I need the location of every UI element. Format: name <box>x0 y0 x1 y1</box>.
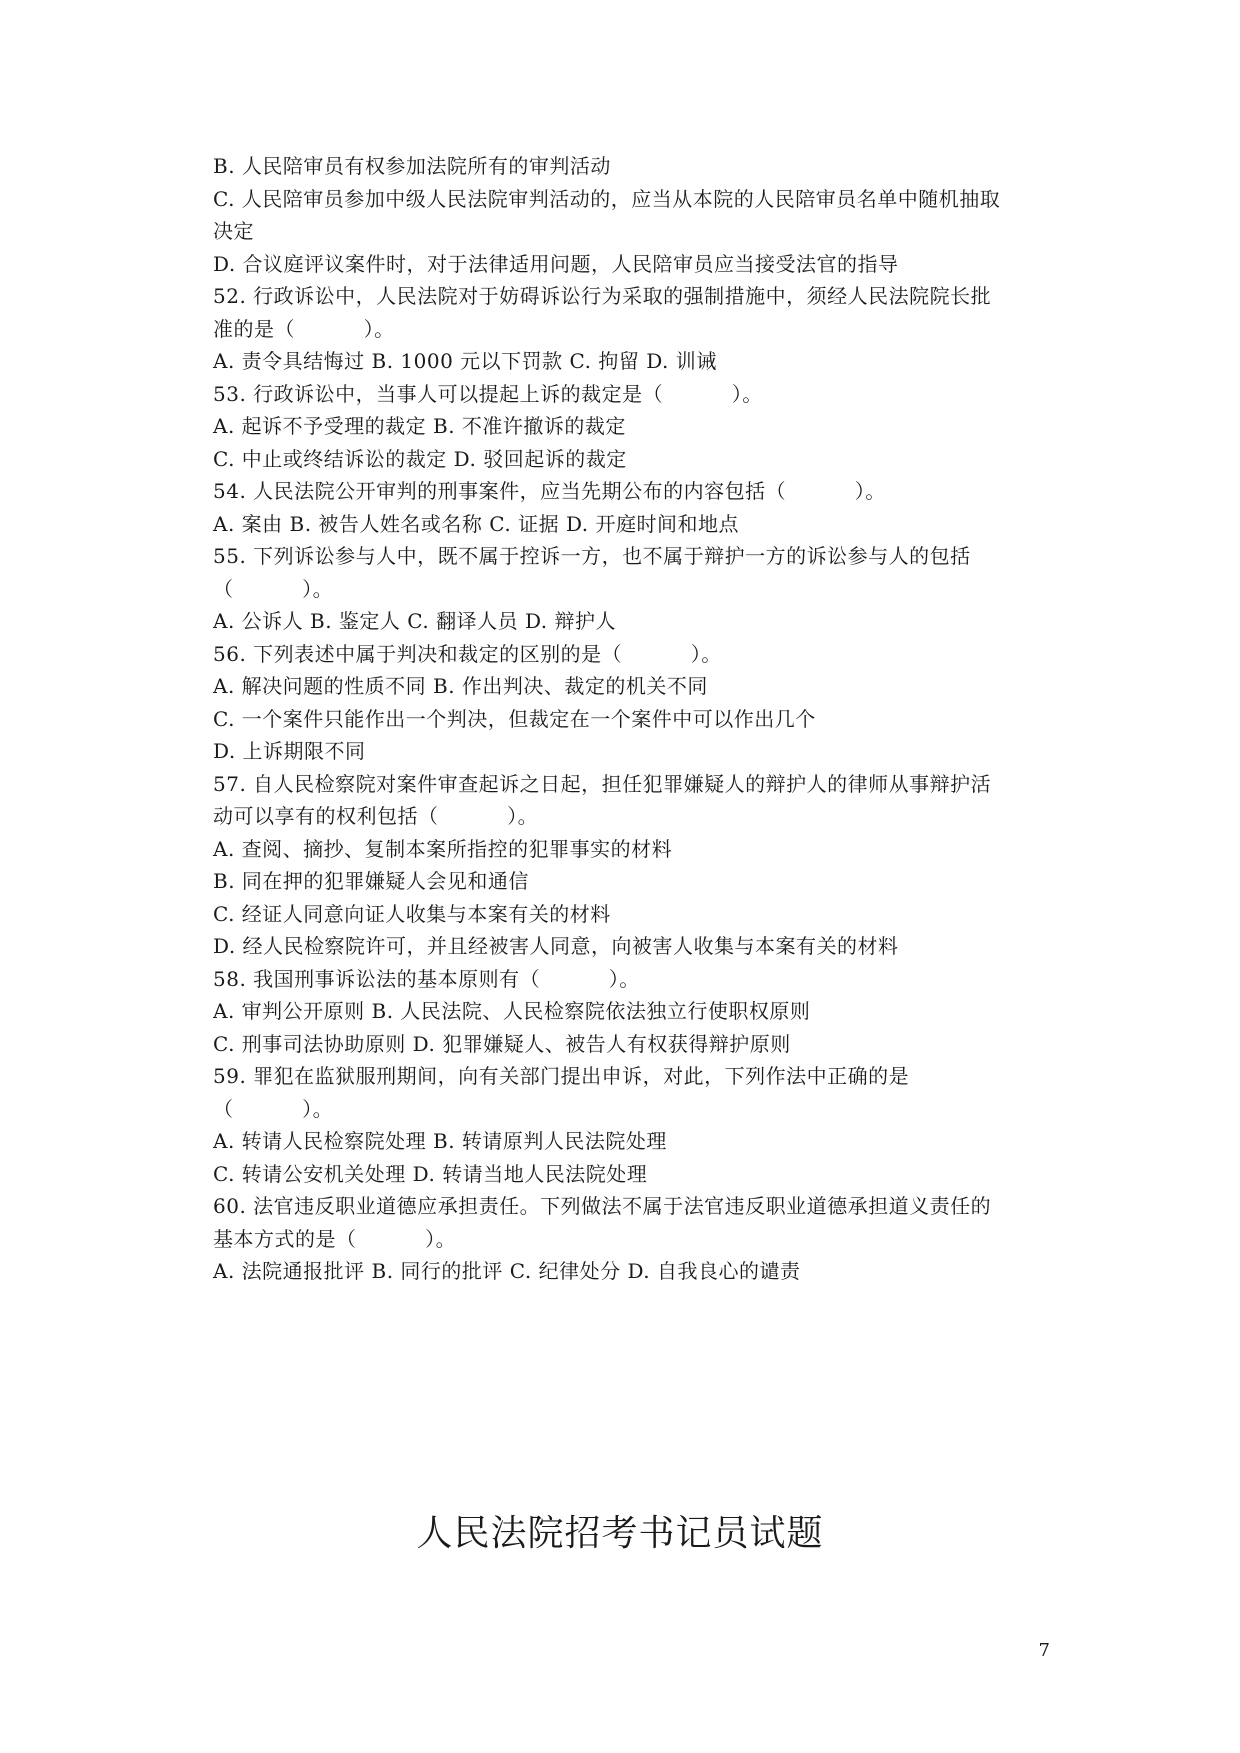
options-line: C. 经证人同意向证人收集与本案有关的材料 <box>213 901 611 926</box>
text-line: 动可以享有的权利包括（ ）。 <box>213 804 539 828</box>
options-line: A. 查阅、摘抄、复制本案所指控的犯罪事实的材料 <box>213 836 673 861</box>
footer-title: 人民法院招考书记员试题 <box>416 1513 824 1554</box>
options-line: C. 刑事司法协助原则 D. 犯罪嫌疑人、被告人有权获得辩护原则 <box>213 1031 791 1056</box>
options-line: A. 公诉人 B. 鉴定人 C. 翻译人员 D. 辩护人 <box>213 609 616 633</box>
options-line: A. 起诉不予受理的裁定 B. 不准许撤诉的裁定 <box>213 414 626 438</box>
question-56-line: 56. 下列表述中属于判决和裁定的区别的是（ ）。 <box>213 641 722 666</box>
text-line: 决定 <box>213 219 254 243</box>
options-line: A. 转请人民检察院处理 B. 转请原判人民法院处理 <box>213 1129 667 1153</box>
question-57-line: 57. 自人民检察院对案件审查起诉之日起，担任犯罪嫌疑人的辩护人的律师从事辩护活 <box>213 771 992 796</box>
text-line: B. 人民陪审员有权参加法院所有的审判活动 <box>213 154 611 178</box>
options-line: A. 法院通报批评 B. 同行的批评 C. 纪律处分 D. 自我良心的谴责 <box>213 1259 801 1283</box>
options-line: A. 案由 B. 被告人姓名或名称 C. 证据 D. 开庭时间和地点 <box>213 511 739 536</box>
question-text-block <box>213 150 1058 1288</box>
text-line: （ ）。 <box>213 1096 334 1121</box>
text-line: 准的是（ ）。 <box>213 316 395 341</box>
options-line: B. 同在押的犯罪嫌疑人会见和通信 <box>213 869 529 893</box>
question-52-line: 52. 行政诉讼中，人民法院对于妨碍诉讼行为采取的强制措施中，须经人民法院院长批 <box>213 284 992 308</box>
options-line: A. 解决问题的性质不同 B. 作出判决、裁定的机关不同 <box>213 674 708 698</box>
options-line: D. 上诉期限不同 <box>213 739 366 763</box>
options-line: C. 转请公安机关处理 D. 转请当地人民法院处理 <box>213 1161 648 1186</box>
text-line: 基本方式的是（ ）。 <box>213 1226 457 1251</box>
text-line: C. 人民陪审员参加中级人民法院审判活动的，应当从本院的人民陪审员名单中随机抽取 <box>213 186 1001 211</box>
question-54-line: 54. 人民法院公开审判的刑事案件，应当先期公布的内容包括（ ）。 <box>213 479 886 503</box>
question-59-line: 59. 罪犯在监狱服刑期间，向有关部门提出申诉，对此，下列作法中正确的是 <box>213 1064 910 1088</box>
options-line: C. 一个案件只能作出一个判决，但裁定在一个案件中可以作出几个 <box>213 706 816 731</box>
question-60-line: 60. 法官违反职业道德应承担责任。下列做法不属于法官违反职业道德承担道义责任的 <box>213 1194 992 1218</box>
options-line: D. 经人民检察院许可，并且经被害人同意，向被害人收集与本案有关的材料 <box>213 934 899 958</box>
question-55-line: 55. 下列诉讼参与人中，既不属于控诉一方，也不属于辩护一方的诉讼参与人的包括 <box>213 544 971 568</box>
question-53-line: 53. 行政诉讼中，当事人可以提起上诉的裁定是（ ）。 <box>213 381 763 406</box>
text-line: （ ）。 <box>213 576 334 601</box>
text-line: D. 合议庭评议案件时，对于法律适用问题，人民陪审员应当接受法官的指导 <box>213 251 899 276</box>
options-line: A. 审判公开原则 B. 人民法院、人民检察院依法独立行使职权原则 <box>213 999 811 1023</box>
page-number: 7 <box>1038 1640 1050 1661</box>
options-line: A. 责令具结悔过 B. 1000 元以下罚款 C. 拘留 D. 训诫 <box>213 349 717 373</box>
question-58-line: 58. 我国刑事诉讼法的基本原则有（ ）。 <box>213 966 640 991</box>
options-line: C. 中止或终结诉讼的裁定 D. 驳回起诉的裁定 <box>213 446 627 471</box>
